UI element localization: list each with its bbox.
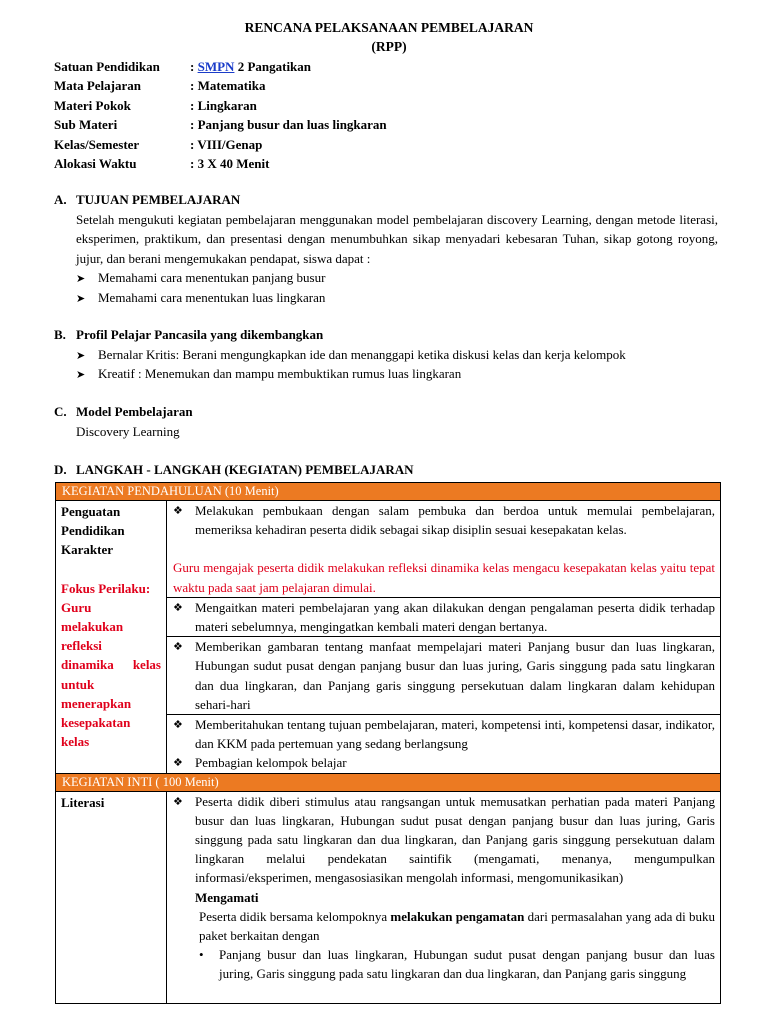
cell-line: kesepakatan (61, 715, 131, 731)
identity-value: 2 Pangatikan (234, 59, 312, 74)
activity-block (167, 597, 720, 636)
list-item-text: Panjang busur dan luas lingkaran, Hubungan sudut pusat dengan panjang busur dan luas juring, Garis singgung pada satu lingkaran dan dua lingkaran, dan Panjang garis singgung (219, 947, 715, 982)
character-cell (56, 501, 167, 774)
activity-table (55, 482, 721, 1004)
list-item-text: Memberikan gambaran tentang manfaat mempelajari materi Panjang busur dan luas lingkaran, Hubungan sudut pusat dengan panjang busur dan luas juring, Garis singgung pada satu lingkaran dan dua lingkaran, dan Panjang garis singgung persekutuan dalam lingkaran dalam kehidupan sehari-hari (195, 639, 715, 712)
identity-prefix: : (190, 78, 198, 94)
cell-line: Guru (61, 599, 92, 615)
arrowhead-bullet-icon: ➤ (76, 272, 86, 285)
mengamati-post: dari permasalahan yang ada di buku paket berkaitan dengan (199, 908, 715, 944)
section-title: TUJUAN PEMBELAJARAN (76, 192, 241, 207)
document-subtitle: (RPP) (371, 39, 407, 54)
section-b-heading (54, 327, 323, 343)
activity-block (167, 714, 720, 773)
list-item (173, 637, 715, 714)
section-a-text: Setelah mengukuti kegiatan pembelajaran menggunakan model pembelajaran discovery Learning, dengan metode literasi, eksperimen, praktikum, dan presentasi dengan menumbuhkan sikap menyadari kebesaran Tuhan, sikap gotong royong, jujur, dan berani mengemukakan pendapat, siswa dapat : (76, 212, 718, 266)
list-item (173, 945, 715, 983)
four-diamond-bullet-icon: ❖ (173, 504, 183, 517)
four-diamond-bullet-icon: ❖ (173, 794, 183, 808)
section-a-heading (54, 192, 240, 208)
list-item (173, 598, 715, 636)
cell-line: kelas (61, 734, 90, 750)
identity-row (54, 154, 754, 173)
list-item (76, 268, 325, 288)
arrowhead-bullet-icon: ➤ (76, 368, 86, 381)
list-item-text: Memahami cara menentukan luas lingkaran (98, 290, 326, 305)
dot-bullet-icon: • (199, 947, 204, 963)
identity-key: Kelas/Semester (54, 136, 140, 152)
mengamati-label: Mengamati (195, 889, 259, 905)
identity-prefix: : (190, 117, 198, 133)
identity-value: VIII/Genap (197, 136, 263, 152)
section-letter: D. (54, 462, 67, 477)
mengamati-pre: Peserta didik bersama kelompoknya (199, 908, 391, 924)
list-item (173, 715, 715, 753)
section-title: LANGKAH - LANGKAH (KEGIATAN) PEMBELAJARAN (76, 462, 414, 477)
document-title: RENCANA PELAKSANAAN PEMBELAJARAN (244, 20, 534, 35)
identity-prefix: : (190, 97, 198, 113)
identity-key: Alokasi Waktu (54, 155, 137, 171)
identity-value: Lingkaran (197, 97, 257, 113)
mengamati-bold: melakukan pengamatan (390, 908, 525, 924)
list-item-text: Memahami cara menentukan panjang busur (98, 270, 326, 285)
identity-row (54, 76, 754, 95)
cell-line: Karakter (61, 542, 113, 558)
identity-row (54, 57, 754, 76)
list-item (76, 288, 325, 308)
list-item (173, 501, 715, 539)
cell-line: melakukan (61, 619, 124, 635)
identity-key: Materi Pokok (54, 97, 131, 113)
section-letter: C. (54, 404, 67, 419)
cell-line: menerapkan (61, 695, 132, 711)
identity-key: Mata Pelajaran (54, 78, 142, 94)
list-item-text: Bernalar Kritis: Berani mengungkapkan ide dan menanggapi ketika diskusi kelas dan kerja kelompok (98, 347, 626, 362)
cell-line: untuk (61, 676, 95, 692)
cell-line: refleksi (61, 638, 102, 654)
section-letter: A. (54, 192, 67, 207)
list-item-text: Melakukan pembukaan dengan salam pembuka dan berdoa untuk memulai pembelajaran, memeriksa kehadiran peserta didik sebagai sikap disiplin sesuai kesepakatan kelas. (195, 503, 715, 538)
pendahuluan-activities (167, 501, 721, 774)
table-header-row (56, 483, 721, 501)
arrowhead-bullet-icon: ➤ (76, 292, 86, 305)
section-title: Profil Pelajar Pancasila yang dikembangkan (76, 327, 324, 342)
inti-activities (167, 791, 721, 1003)
section-title: Model Pembelajaran (76, 404, 193, 419)
focus-label: Fokus Perilaku: (61, 580, 151, 596)
list-item (173, 753, 715, 772)
inti-header: KEGIATAN INTI ( 100 Menit) (56, 773, 721, 791)
list-item-text: Kreatif : Menemukan dan mampu membuktikan rumus luas lingkaran (98, 366, 462, 381)
identity-row (54, 115, 754, 134)
section-c-heading (54, 404, 193, 420)
smpn-link[interactable]: SMPN (197, 59, 235, 74)
identity-prefix: : (190, 155, 198, 171)
table-row (56, 791, 721, 1003)
list-item (76, 345, 626, 365)
list-item-text: Peserta didik diberi stimulus atau rangsangan untuk memusatkan perhatian pada materi Panjang busur dan luas lingkaran, Hubungan sudut pusat dengan panjang busur dan luas juring, Garis singgung pada satu lingkaran dan dua lingkaran, dan Panjang garis singgung persekutuan dalam lingkaran melalui pendekatan saintifik (mengamati, menanya, mengumpulkan informasi/eksperimen, mengasosiasikan mengolah informasi, mengomunikasikan) (195, 793, 715, 886)
four-diamond-bullet-icon: ❖ (173, 756, 183, 770)
identity-prefix: : (190, 136, 198, 152)
identity-key: Satuan Pendidikan (54, 59, 160, 74)
identity-row (54, 135, 754, 154)
four-diamond-bullet-icon: ❖ (173, 640, 183, 654)
section-d-heading (54, 462, 414, 478)
identity-key: Sub Materi (54, 117, 118, 133)
activity-block (167, 636, 720, 714)
arrowhead-bullet-icon: ➤ (76, 349, 86, 362)
list-item-text: Mengaitkan materi pembelajaran yang akan dilakukan dengan pengalaman peserta didik terhadap materi sebelumnya, mengingatkan kembali materi dengan bertanya. (195, 599, 715, 635)
identity-prefix: : (190, 59, 198, 74)
reflection-note: Guru mengajak peserta didik melakukan refleksi dinamika kelas mengacu kesepakatan kelas yaitu tepat waktu pada saat jam pelajaran dimulai. (173, 560, 715, 595)
pendahuluan-header: KEGIATAN PENDAHULUAN (10 Menit) (56, 483, 721, 501)
cell-line: Pendidikan (61, 523, 125, 539)
literasi-cell (56, 791, 167, 1003)
list-item-text: Memberitahukan tentang tujuan pembelajaran, materi, kompetensi inti, kompetensi dasar, indikator, dan KKM pada pertemuan yang sedang berlangsung (195, 717, 715, 752)
identity-value: 3 X 40 Menit (197, 155, 270, 171)
section-letter: B. (54, 327, 66, 342)
list-item (173, 792, 715, 888)
section-c-text: Discovery Learning (76, 424, 180, 439)
cell-line: dinamika kelas (61, 657, 161, 673)
list-item (76, 364, 461, 384)
identity-value: Matematika (197, 78, 266, 94)
mengamati-text (173, 907, 715, 945)
identity-row (54, 96, 754, 115)
identity-value: Panjang busur dan luas lingkaran (197, 117, 387, 133)
table-header-row (56, 773, 721, 791)
cell-line: Penguatan (61, 504, 121, 519)
table-row (56, 501, 721, 774)
list-item-text: Pembagian kelompok belajar (195, 755, 347, 771)
identity-block (54, 57, 754, 173)
cell-line: Literasi (61, 794, 105, 810)
four-diamond-bullet-icon: ❖ (173, 718, 183, 732)
four-diamond-bullet-icon: ❖ (173, 600, 183, 614)
